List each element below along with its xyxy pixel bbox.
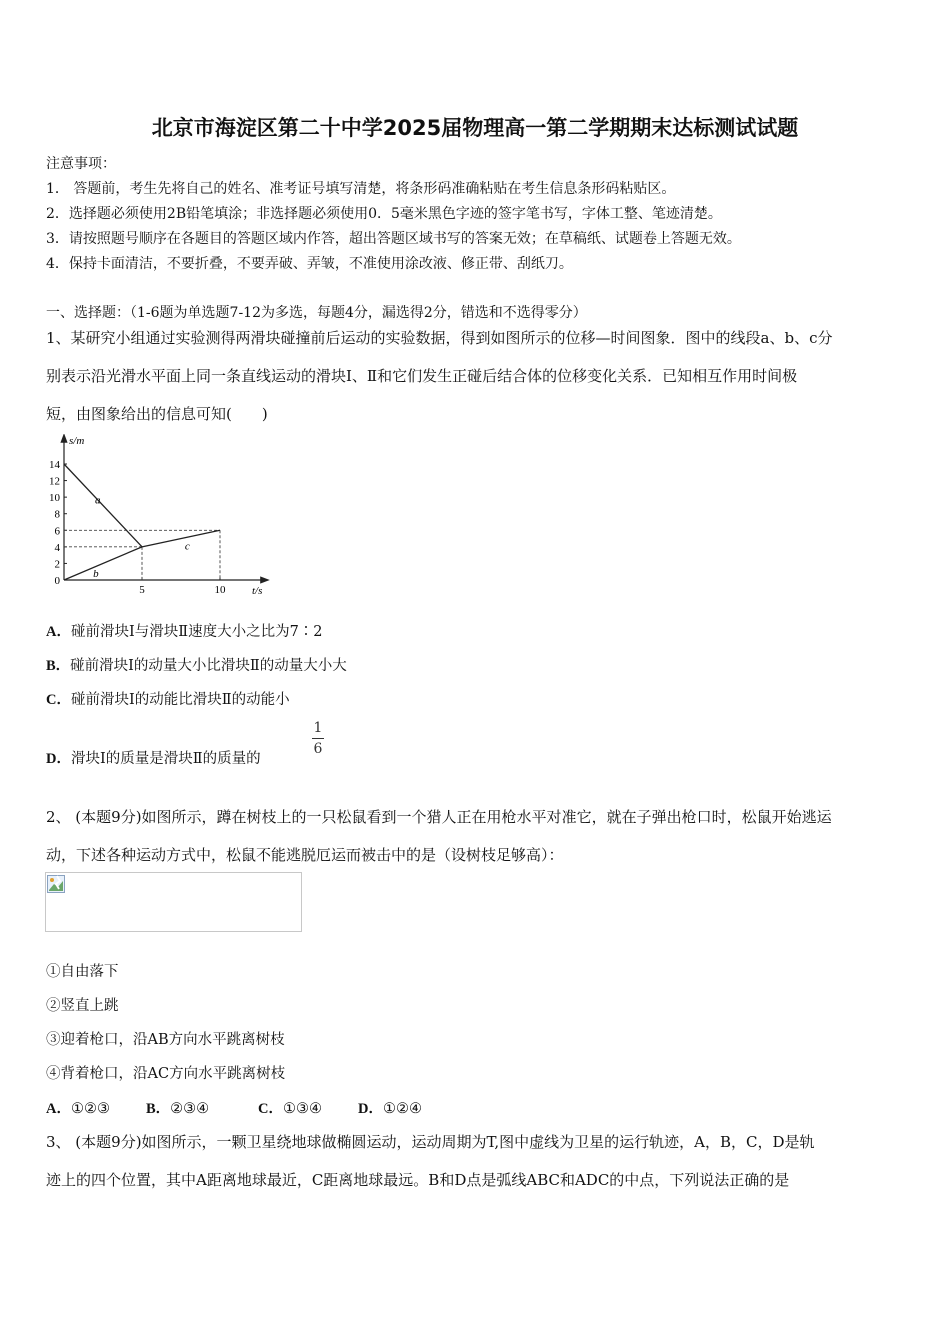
q3-stem-line: 迹上的四个位置，其中A距离地球最近，C距离地球最远。B和D点是弧线ABC和ADC的中点，下列说法正确的是 (46, 1171, 790, 1189)
x-tick-label: 5 (139, 584, 145, 596)
q2-stem-line: 动，下述各种运动方式中，松鼠不能逃脱厄运而被击中的是（设树枝足够高）： (46, 846, 564, 864)
note-item: 3．请按照题号顺序在各题目的答题区域内作答，超出答题区域书写的答案无效；在草稿纸、试题卷上答题无效。 (46, 231, 741, 247)
fraction-denominator: 6 (313, 741, 323, 757)
q3-stem-line: 3、 (本题9分)如图所示，一颗卫星绕地球做椭圆运动，运动周期为T,图中虚线为卫星的运行轨迹，A，B，C，D是轨 (46, 1133, 815, 1151)
q2-item: ②竖直上跳 (46, 998, 119, 1014)
y-tick-label: 8 (54, 508, 60, 521)
st-graph (40, 434, 280, 600)
y-tick-label: 10 (49, 492, 60, 505)
q2-item: ③迎着枪口，沿AB方向水平跳离树枝 (46, 1032, 285, 1048)
y-tick-label: 14 (49, 459, 60, 471)
y-tick-label: 4 (54, 541, 60, 554)
q2-option-b[interactable]: B．②③④ (146, 1101, 210, 1117)
q2-option-c[interactable]: C．①③④ (258, 1101, 322, 1117)
fraction-one-sixth (312, 720, 324, 757)
q2-stem-line: 2、 (本题9分)如图所示，蹲在树枝上的一只松鼠看到一个猎人正在用枪水平对准它，就在子弹出枪口时，松鼠开始逃运 (46, 808, 832, 826)
q1-stem-line: 短，由图象给出的信息可知( ) (46, 405, 268, 423)
q2-item: ④背着枪口，沿AC方向水平跳离树枝 (46, 1066, 286, 1082)
q1-stem-line: 别表示沿光滑水平面上同一条直线运动的滑块Ⅰ、Ⅱ和它们发生正碰后结合体的位移变化关系．已知相互作用时间极 (46, 367, 798, 385)
q1-option-b[interactable]: B．碰前滑块Ⅰ的动量大小比滑块Ⅱ的动量大小大 (46, 658, 347, 674)
note-item: 1． 答题前，考生先将自己的姓名、准考证号填写清楚，将条形码准确粘贴在考生信息条形码粘贴区。 (46, 181, 676, 197)
series-line-c (142, 530, 220, 547)
fraction-numerator: 1 (313, 720, 323, 736)
q1-option-a[interactable]: A．碰前滑块Ⅰ与滑块Ⅱ速度大小之比为7∶2 (46, 624, 323, 640)
x-tick-label: 10 (214, 584, 226, 596)
series-label-b: b (93, 568, 99, 581)
note-item: 2．选择题必须使用2B铅笔填涂；非选择题必须使用0．5毫米黑色字迹的签字笔书写，字体工整、笔迹清楚。 (46, 206, 722, 222)
section-heading: 一、选择题：（1-6题为单选题7-12为多选，每题4分，漏选得2分，错选和不选得零分） (46, 305, 587, 321)
q1-stem-line: 1、某研究小组通过实验测得两滑块碰撞前后运动的实验数据，得到如图所示的位移—时间图象．图中的线段a、b、c分 (46, 329, 833, 347)
series-label-a: a (95, 494, 101, 507)
x-axis-label: t/s (252, 585, 263, 597)
q1-option-d[interactable]: D．滑块Ⅰ的质量是滑块Ⅱ的质量的 (46, 751, 261, 767)
q1-option-c[interactable]: C．碰前滑块Ⅰ的动能比滑块Ⅱ的动能小 (46, 692, 290, 708)
y-tick-label: 6 (54, 525, 60, 538)
y-axis-label: s/m (69, 435, 85, 447)
q2-item: ①自由落下 (46, 964, 119, 980)
y-tick-label: 0 (54, 575, 60, 587)
series-line-a (64, 464, 142, 547)
page-title: 北京市海淀区第二十中学2025届物理高一第二学期期末达标测试试题 (151, 116, 799, 140)
q2-option-a[interactable]: A．①②③ (46, 1101, 110, 1117)
y-tick-label: 2 (54, 558, 60, 571)
broken-image-icon (47, 875, 65, 893)
y-tick-label: 12 (49, 475, 60, 488)
notes-heading: 注意事项： (46, 156, 116, 172)
q2-option-d[interactable]: D．①②④ (358, 1101, 422, 1117)
note-item: 4．保持卡面清洁，不要折叠，不要弄破、弄皱，不准使用涂改液、修正带、刮纸刀。 (46, 256, 573, 272)
broken-image-placeholder (45, 872, 302, 932)
series-label-c: c (184, 540, 190, 553)
series-line-b (64, 547, 142, 580)
